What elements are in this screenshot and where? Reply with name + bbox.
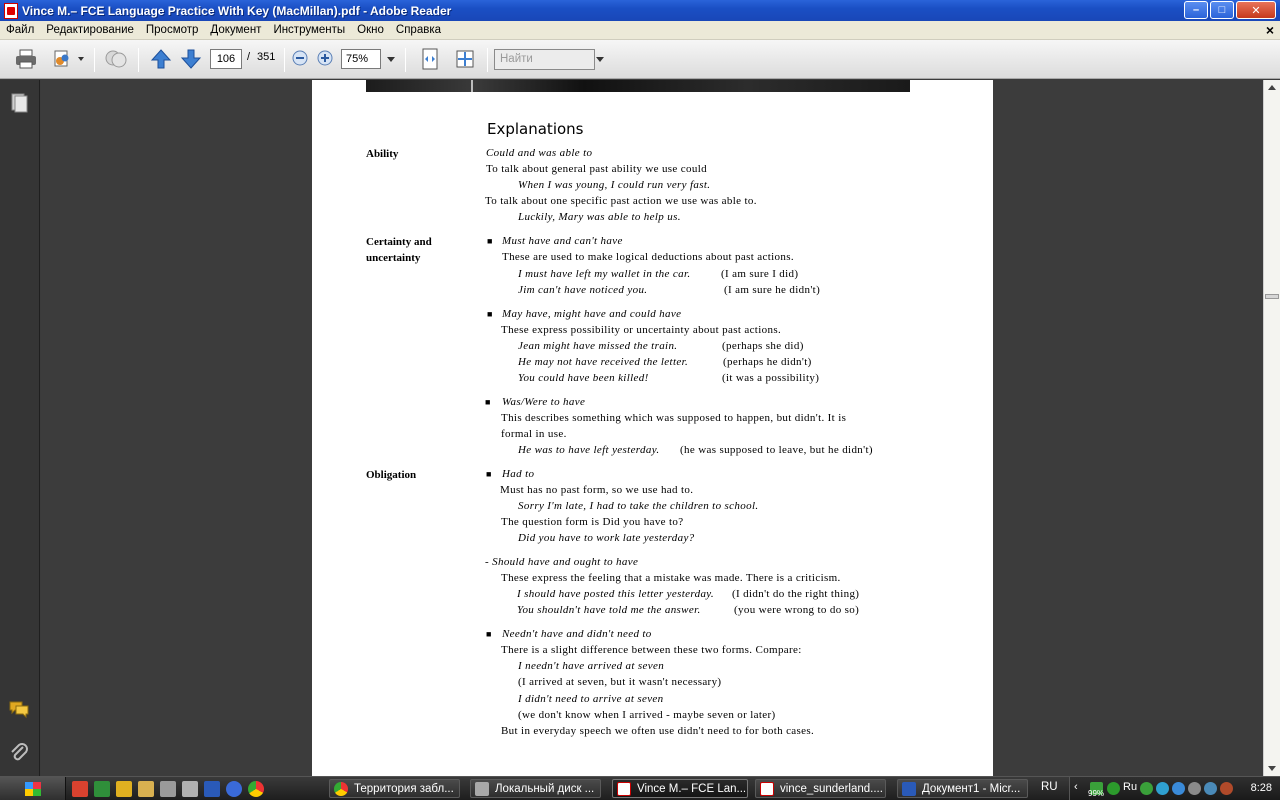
- pages-icon[interactable]: [9, 93, 29, 113]
- menu-tools[interactable]: Инструменты: [273, 24, 346, 36]
- word-icon: [902, 782, 916, 796]
- zoom-dropdown-icon[interactable]: [387, 57, 395, 62]
- example-line: When I was young, I could run very fast.: [518, 179, 711, 191]
- shield-icon[interactable]: [1107, 782, 1120, 795]
- example-line: Did you have to work late yesterday?: [518, 532, 695, 544]
- quicklaunch-drive-icon[interactable]: [160, 781, 176, 797]
- print-button[interactable]: [14, 47, 38, 71]
- label-uncertainty: uncertainty: [366, 252, 421, 264]
- zoom-in-icon: [317, 50, 333, 66]
- navigation-pane: [0, 80, 40, 776]
- bullet-icon: ■: [487, 236, 493, 246]
- printer-icon: [15, 49, 37, 69]
- menu-view[interactable]: Просмотр: [145, 24, 199, 36]
- quicklaunch-chrome-icon[interactable]: [248, 781, 264, 797]
- menu-help[interactable]: Справка: [395, 24, 442, 36]
- scroll-up-icon[interactable]: [1268, 85, 1276, 90]
- page-total: 351: [257, 51, 276, 63]
- task-label: vince_sunderland....: [780, 782, 883, 795]
- find-input[interactable]: Найти: [494, 49, 595, 70]
- text-line: Must has no past form, so we use had to.: [500, 484, 694, 496]
- note-line: (he was supposed to leave, but he didn't): [680, 444, 873, 456]
- example-line: I should have posted this letter yesterday.: [517, 588, 715, 600]
- zoom-in-button[interactable]: [315, 48, 335, 68]
- text-line: To talk about one specific past action we use was able to.: [485, 195, 757, 207]
- task-pdf-2[interactable]: [755, 779, 886, 798]
- start-button[interactable]: [0, 777, 66, 800]
- quicklaunch-excel-icon[interactable]: [94, 781, 110, 797]
- zoom-out-icon: [292, 50, 308, 66]
- text-line: The question form is Did you have to?: [501, 516, 684, 528]
- quicklaunch-opera-icon[interactable]: [72, 781, 88, 797]
- utorrent-icon[interactable]: [1140, 782, 1153, 795]
- photo-divider: [471, 80, 473, 92]
- label-certainty: Certainty and: [366, 236, 432, 248]
- attachment-icon[interactable]: [9, 742, 29, 762]
- example-line: You could have been killed!: [518, 372, 649, 384]
- page-photo: [366, 80, 910, 92]
- task-explorer[interactable]: [470, 779, 601, 798]
- pdf-icon: [617, 782, 631, 796]
- share-dropdown-icon[interactable]: [78, 57, 84, 61]
- full-screen-button[interactable]: [453, 47, 477, 71]
- quicklaunch-user-icon[interactable]: [138, 781, 154, 797]
- note-line: (I arrived at seven, but it wasn't necessary): [518, 676, 722, 688]
- text-line: Had to: [502, 468, 535, 480]
- text-line: These express possibility or uncertainty about past actions.: [501, 324, 782, 336]
- document-close-icon[interactable]: ×: [1265, 22, 1274, 38]
- tray-expand-icon[interactable]: ‹: [1074, 781, 1078, 793]
- text-line: This describes something which was supposed to happen, but didn't. It is: [501, 412, 847, 424]
- document-area[interactable]: [41, 80, 1263, 776]
- wifi-icon[interactable]: [1156, 782, 1169, 795]
- quicklaunch-player-icon[interactable]: [226, 781, 242, 797]
- volume-icon[interactable]: [1204, 782, 1217, 795]
- quicklaunch-drive2-icon[interactable]: [182, 781, 198, 797]
- windows-logo-icon: [25, 782, 41, 796]
- note-line: (I didn't do the right thing): [732, 588, 860, 600]
- collaborate-icon: [51, 49, 73, 69]
- task-chrome[interactable]: [329, 779, 460, 798]
- expand-icon: [454, 48, 476, 70]
- example-line: You shouldn't have told me the answer.: [517, 604, 701, 616]
- note-line: (perhaps he didn't): [723, 356, 812, 368]
- menu-window[interactable]: Окно: [357, 24, 384, 36]
- zoom-level-select[interactable]: 75%: [341, 49, 381, 69]
- safely-remove-icon[interactable]: [1188, 782, 1201, 795]
- text-line: But in everyday speech we often use didn't need to for both cases.: [501, 725, 815, 737]
- text-line: Must have and can't have: [502, 235, 623, 247]
- page-separator: /: [247, 51, 251, 63]
- adobe-reader-icon: [4, 3, 18, 19]
- example-line: He may not have received the letter.: [518, 356, 689, 368]
- battery-percent: 99%: [1088, 789, 1105, 798]
- next-page-button[interactable]: [179, 47, 203, 71]
- share-button[interactable]: [50, 47, 74, 71]
- note-line: (it was a possibility): [722, 372, 820, 384]
- task-word[interactable]: [897, 779, 1028, 798]
- text-line: These express the feeling that a mistake was made. There is a criticism.: [501, 572, 841, 584]
- note-line: (you were wrong to do so): [734, 604, 860, 616]
- review-button[interactable]: [104, 47, 128, 71]
- text-line: formal in use.: [501, 428, 567, 440]
- label-obligation: Obligation: [366, 469, 417, 481]
- task-label: Vince M.– FCE Lan...: [637, 782, 747, 795]
- maximize-button[interactable]: □: [1210, 1, 1234, 19]
- close-button[interactable]: ✕: [1236, 1, 1276, 19]
- task-label: Локальный диск ...: [495, 782, 595, 795]
- note-line: (I am sure I did): [721, 268, 799, 280]
- window-title: Vince M.– FCE Language Practice With Key (MacMillan).pdf - Adobe Reader: [22, 3, 452, 18]
- example-line: Sorry I'm late, I had to take the children to school.: [518, 500, 759, 512]
- clock[interactable]: 8:28: [1250, 782, 1272, 794]
- text-line: May have, might have and could have: [502, 308, 682, 320]
- page-number-input[interactable]: 106: [210, 49, 242, 69]
- example-line: Jim can't have noticed you.: [518, 284, 648, 296]
- example-line: Luckily, Mary was able to help us.: [518, 211, 681, 223]
- scroll-down-icon[interactable]: [1268, 766, 1276, 771]
- text-line: To talk about general past ability we use could: [486, 163, 707, 175]
- task-label: Документ1 - Micr...: [922, 782, 1021, 795]
- previous-page-button[interactable]: [149, 47, 173, 71]
- system-tray: [1069, 777, 1280, 800]
- quicklaunch-word-icon[interactable]: [204, 781, 220, 797]
- pdf-page: [312, 80, 993, 776]
- text-line: Could and was able to: [486, 147, 593, 159]
- chrome-icon: [334, 782, 348, 796]
- comments-icon: [104, 49, 128, 69]
- example-line: Jean might have missed the train.: [518, 340, 678, 352]
- bullet-icon: ■: [487, 309, 493, 319]
- note-line: (perhaps she did): [722, 340, 804, 352]
- menu-document[interactable]: Документ: [210, 24, 262, 36]
- example-line: He was to have left yesterday.: [518, 444, 660, 456]
- quicklaunch-aimp-icon[interactable]: [116, 781, 132, 797]
- text-line: These are used to make logical deductions about past actions.: [502, 251, 794, 263]
- bullet-icon: ■: [486, 629, 492, 639]
- text-line: - Should have and ought to have: [485, 556, 639, 568]
- task-adobe-reader[interactable]: [612, 779, 748, 798]
- keyboard-layout[interactable]: Ru: [1123, 781, 1138, 793]
- scroll-thumb[interactable]: [1265, 294, 1279, 299]
- arrow-down-icon: [180, 48, 202, 70]
- menu-edit[interactable]: Редактирование: [46, 24, 134, 36]
- menu-file[interactable]: Файл: [6, 24, 35, 36]
- network-icon[interactable]: [1172, 782, 1185, 795]
- note-line: (I am sure he didn't): [724, 284, 821, 296]
- antivirus-icon[interactable]: [1220, 782, 1233, 795]
- text-line: Was/Were to have: [502, 396, 586, 408]
- vertical-scrollbar[interactable]: [1263, 80, 1280, 776]
- example-line: I must have left my wallet in the car.: [518, 268, 691, 280]
- fit-page-icon: [420, 48, 440, 70]
- bullet-icon: ■: [486, 469, 492, 479]
- find-dropdown-icon[interactable]: [596, 57, 604, 62]
- section-heading: Explanations: [487, 120, 584, 138]
- arrow-up-icon: [150, 48, 172, 70]
- label-ability: Ability: [366, 148, 399, 160]
- note-line: (we don't know when I arrived - maybe seven or later): [518, 709, 776, 721]
- example-line: I needn't have arrived at seven: [518, 660, 665, 672]
- task-label: Территория забл...: [354, 782, 454, 795]
- text-line: There is a slight difference between these two forms. Compare:: [501, 644, 802, 656]
- pdf-icon: [760, 782, 774, 796]
- drive-icon: [475, 782, 489, 796]
- bullet-icon: ■: [485, 397, 491, 407]
- text-line: Needn't have and didn't need to: [502, 628, 652, 640]
- comments-icon[interactable]: [9, 699, 29, 719]
- language-indicator[interactable]: RU: [1041, 781, 1058, 793]
- zoom-out-button[interactable]: [290, 48, 310, 68]
- example-line: I didn't need to arrive at seven: [518, 693, 664, 705]
- title-bar: [0, 0, 1280, 21]
- fit-width-button[interactable]: [418, 47, 442, 71]
- menu-bar: [0, 21, 1280, 40]
- minimize-button[interactable]: –: [1184, 1, 1208, 19]
